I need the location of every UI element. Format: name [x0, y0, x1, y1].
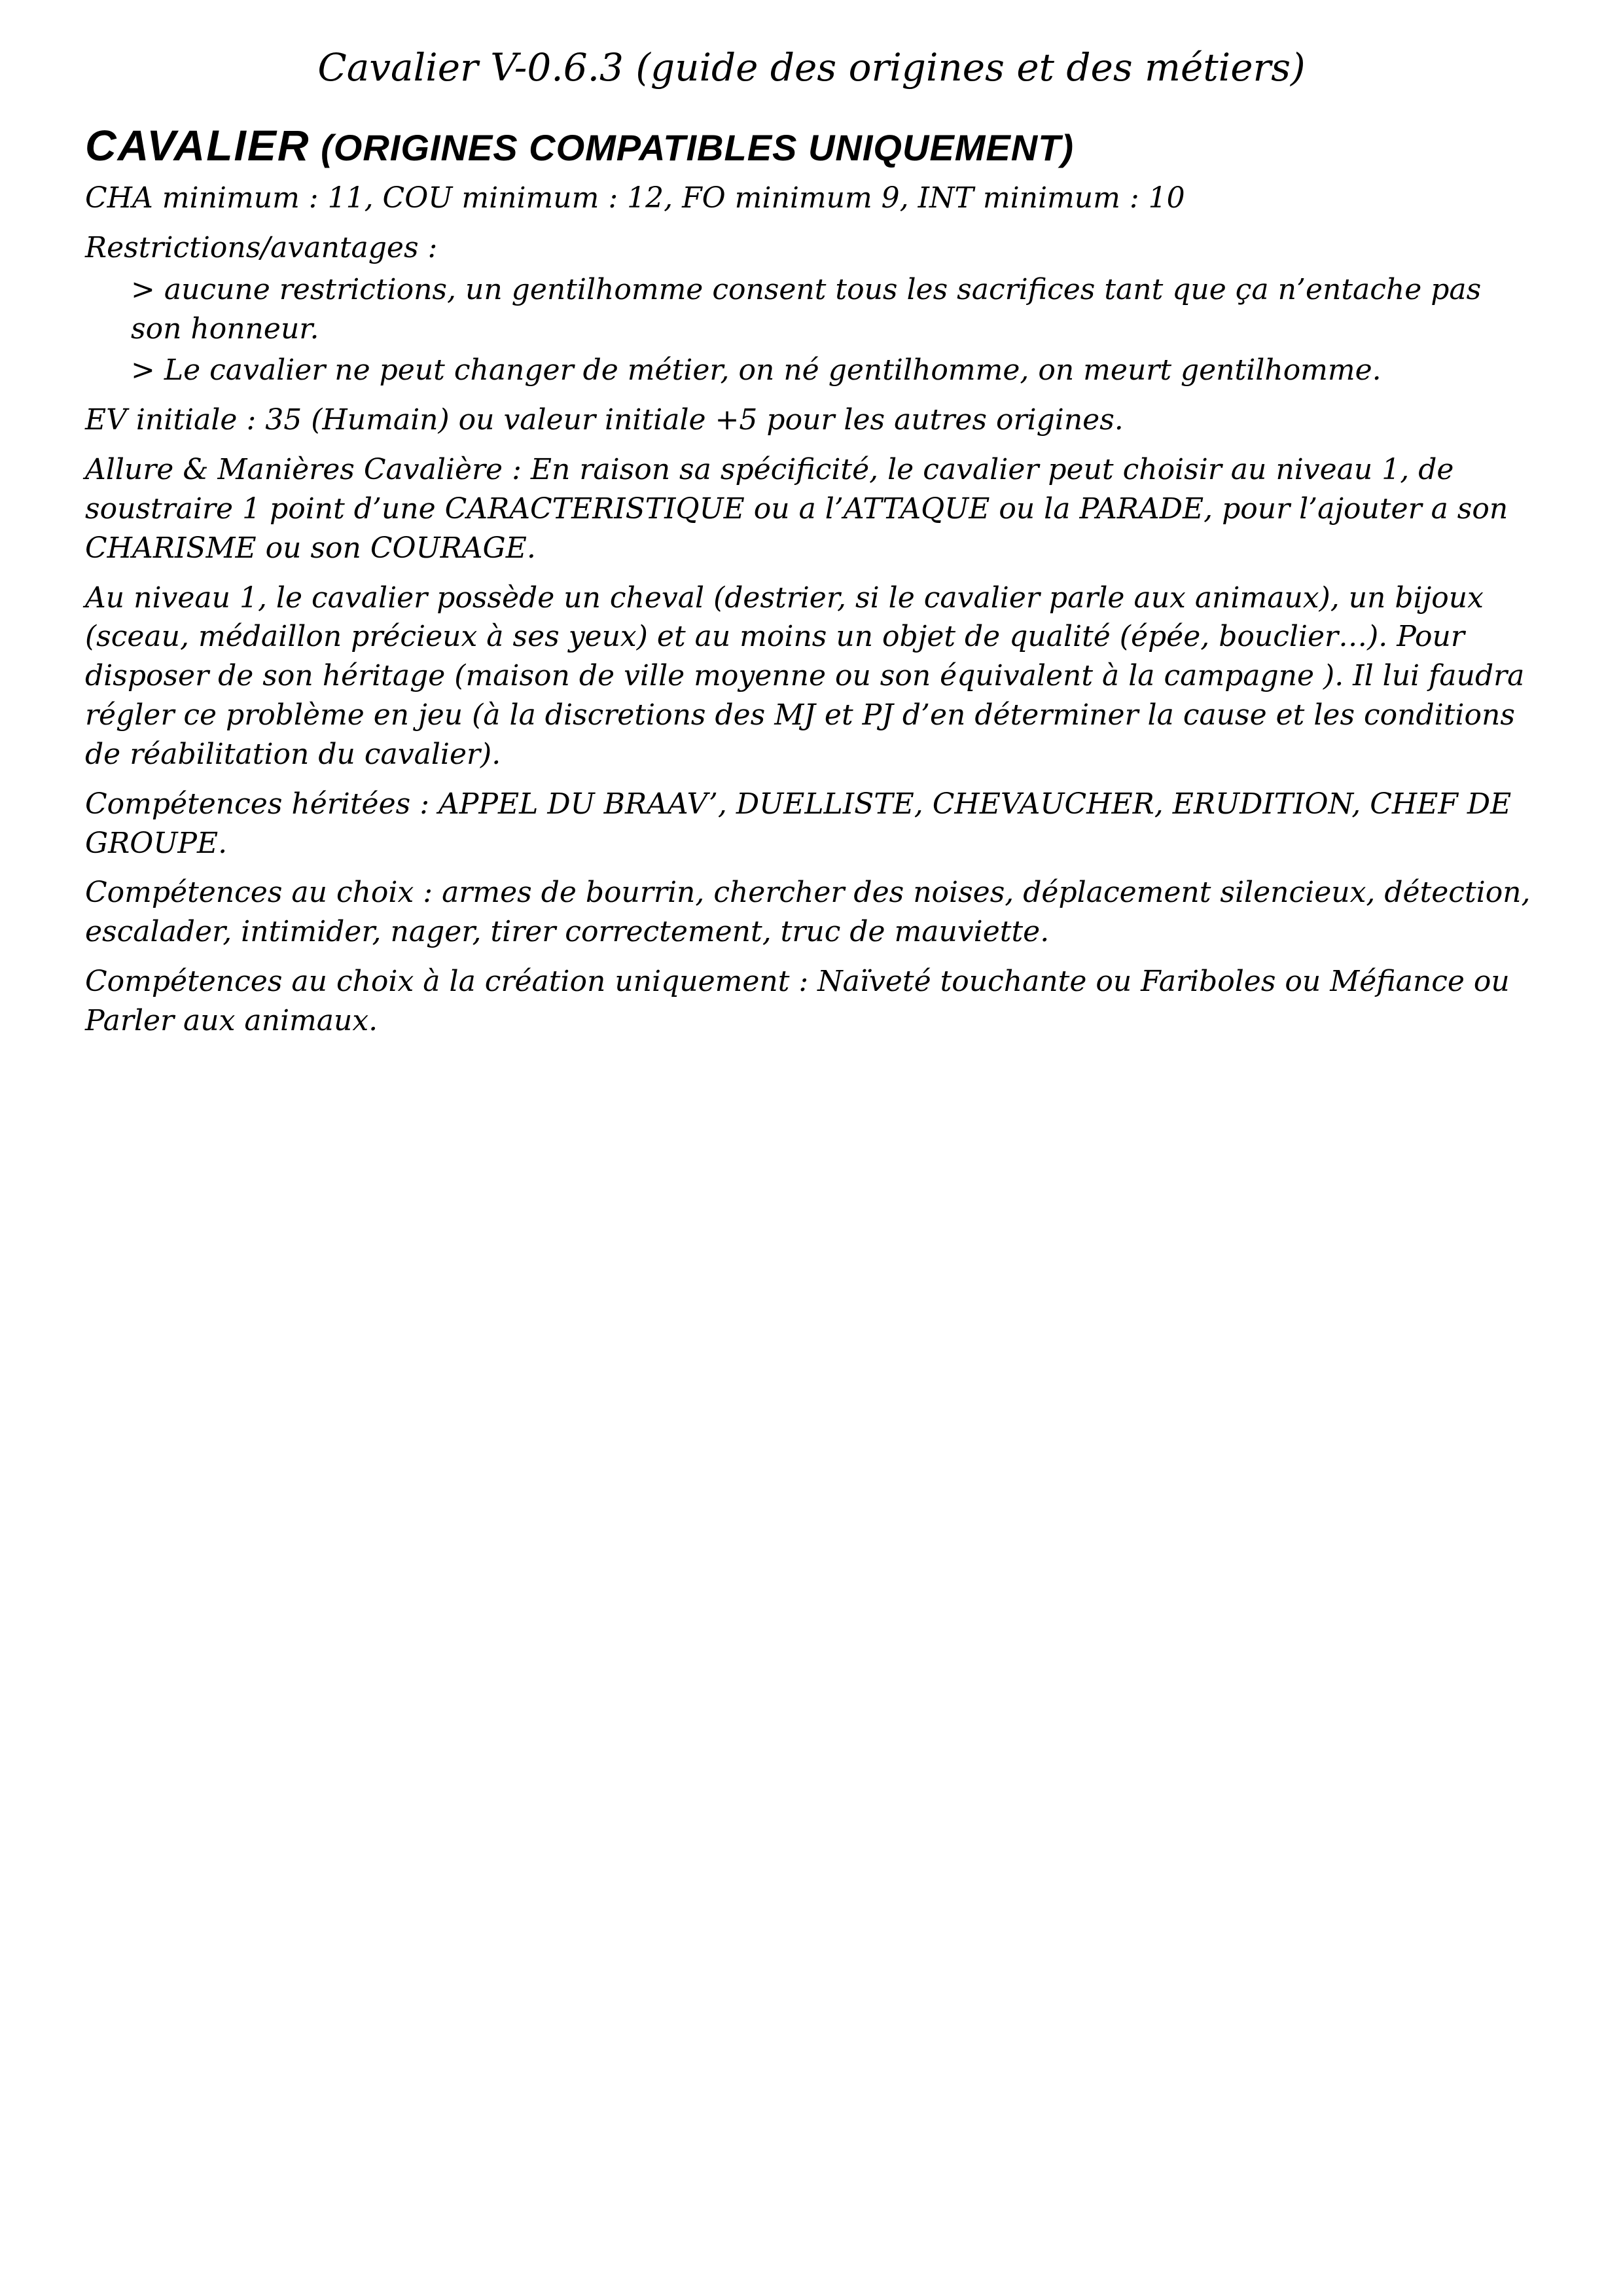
heritage-paragraph: Au niveau 1, le cavalier possède un cheval (destrier, si le cavalier parle aux animaux), un bijoux (sceau, médaillon précieux à ses yeux) et au moins un objet de qualité (épée, bouclier…). Pour disposer de son héritage (maison de ville moyenne ou son équivalent à la campagne ). Il lui faudra régler ce problème en jeu (à la discretions des MJ et PJ d’en déterminer la cause et les conditions de réabilitation du cavalier).: [85, 581, 1525, 771]
competences-creation-line: Compétences au choix à la création uniquement : Naïveté touchante ou Fariboles ou Méfiance ou Parler aux animaux.: [85, 965, 1510, 1037]
page-title: Cavalier V-0.6.3 (guide des origines et des métiers): [317, 45, 1306, 90]
section-heading: [85, 120, 1538, 170]
stats-minimum-line: CHA minimum : 11, COU minimum : 12, FO minimum 9, INT minimum : 10: [85, 181, 1185, 215]
competences-au-choix-paragraph: Compétences au choix : armes de bourrin, chercher des noises, déplacement silencieux, détection, escalader, intimider, nager, tirer correctement, truc de mauviette.: [85, 876, 1531, 949]
restriction-item-2: > Le cavalier ne peut changer de métier, on né gentilhomme, on meurt gentilhomme.: [131, 353, 1382, 387]
restrictions-label: Restrictions/avantages :: [85, 230, 438, 264]
competences-heritees-line: Compétences héritées : APPEL DU BRAAV’, DUELLISTE, CHEVAUCHER, ERUDITION, CHEF DE GROUPE.: [85, 787, 1512, 860]
heading-class-name: CAVALIER: [85, 120, 310, 170]
restriction-item-1: > aucune restrictions, un gentilhomme consent tous les sacrifices tant que ça n’entache pas son honneur.: [131, 272, 1482, 346]
body-text: [85, 179, 1538, 1041]
allure-manieres-paragraph: Allure & Manières Cavalière : En raison sa spécificité, le cavalier peut choisir au niveau 1, de soustraire 1 point d’une CARACTERISTIQUE ou a l’ATTAQUE ou la PARADE, pour l’ajouter a son CHARISME ou son COURAGE.: [85, 453, 1508, 565]
heading-qualifier: (ORIGINES COMPATIBLES UNIQUEMENT): [310, 126, 1075, 168]
ev-initiale-line: EV initiale : 35 (Humain) ou valeur initiale +5 pour les autres origines.: [85, 403, 1124, 437]
